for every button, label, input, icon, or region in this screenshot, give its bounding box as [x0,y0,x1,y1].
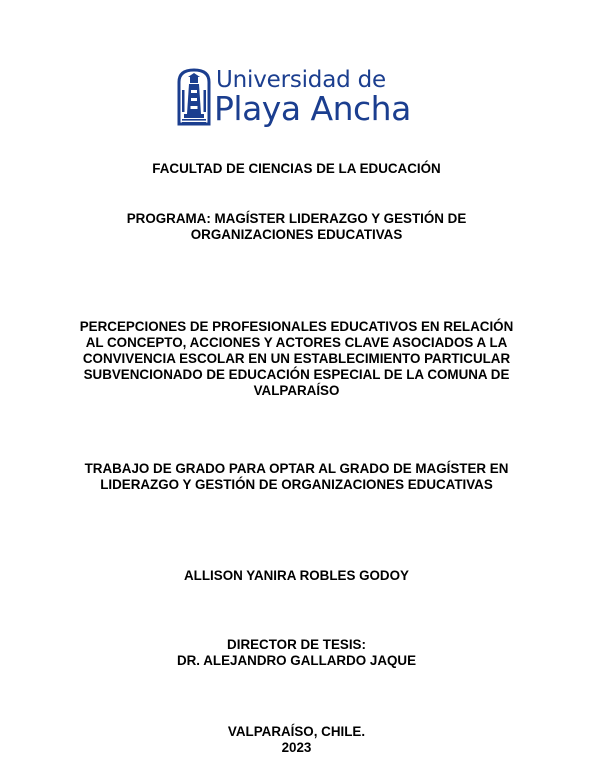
director-label: DIRECTOR DE TESIS: [227,637,366,652]
degree-line-2: LIDERAZGO Y GESTIÓN DE ORGANIZACIONES EDUCATIVAS [100,477,493,492]
faculty-text: FACULTAD DE CIENCIAS DE LA EDUCACIÓN [152,161,441,176]
thesis-title-line-5: VALPARAÍSO [253,383,340,398]
program-line-1: PROGRAMA: MAGÍSTER LIDERAZGO Y GESTIÓN DE [126,211,467,226]
author-name [0,568,593,584]
place-and-year [0,724,593,756]
degree-statement [0,461,593,493]
thesis-director [0,637,593,669]
university-logo [177,66,417,128]
author-text: ALLISON YANIRA ROBLES GODOY [184,568,409,583]
logo-text-line1: Universidad de [216,67,386,93]
thesis-title-line-3: CONVIVENCIA ESCOLAR EN UN ESTABLECIMIENTO PARTICULAR [82,351,511,366]
place-text: VALPARAÍSO, CHILE. [227,724,366,739]
program-heading [0,211,593,243]
thesis-title-line-1: PERCEPCIONES DE PROFESIONALES EDUCATIVOS EN RELACIÓN [79,319,514,334]
faculty-heading [0,161,593,177]
thesis-title-line-4: SUBVENCIONADO DE EDUCACIÓN ESPECIAL DE LA COMUNA DE [83,367,510,382]
thesis-title [0,319,593,399]
director-name: DR. ALEJANDRO GALLARDO JAQUE [176,653,417,668]
lighthouse-icon [177,68,211,126]
logo-text-line2: Playa Ancha [214,89,411,128]
year-text: 2023 [281,740,312,755]
program-line-2: ORGANIZACIONES EDUCATIVAS [190,227,403,242]
thesis-title-line-2: AL CONCEPTO, ACCIONES Y ACTORES CLAVE ASOCIADOS A LA [85,335,508,350]
degree-line-1: TRABAJO DE GRADO PARA OPTAR AL GRADO DE MAGÍSTER EN [84,461,509,476]
